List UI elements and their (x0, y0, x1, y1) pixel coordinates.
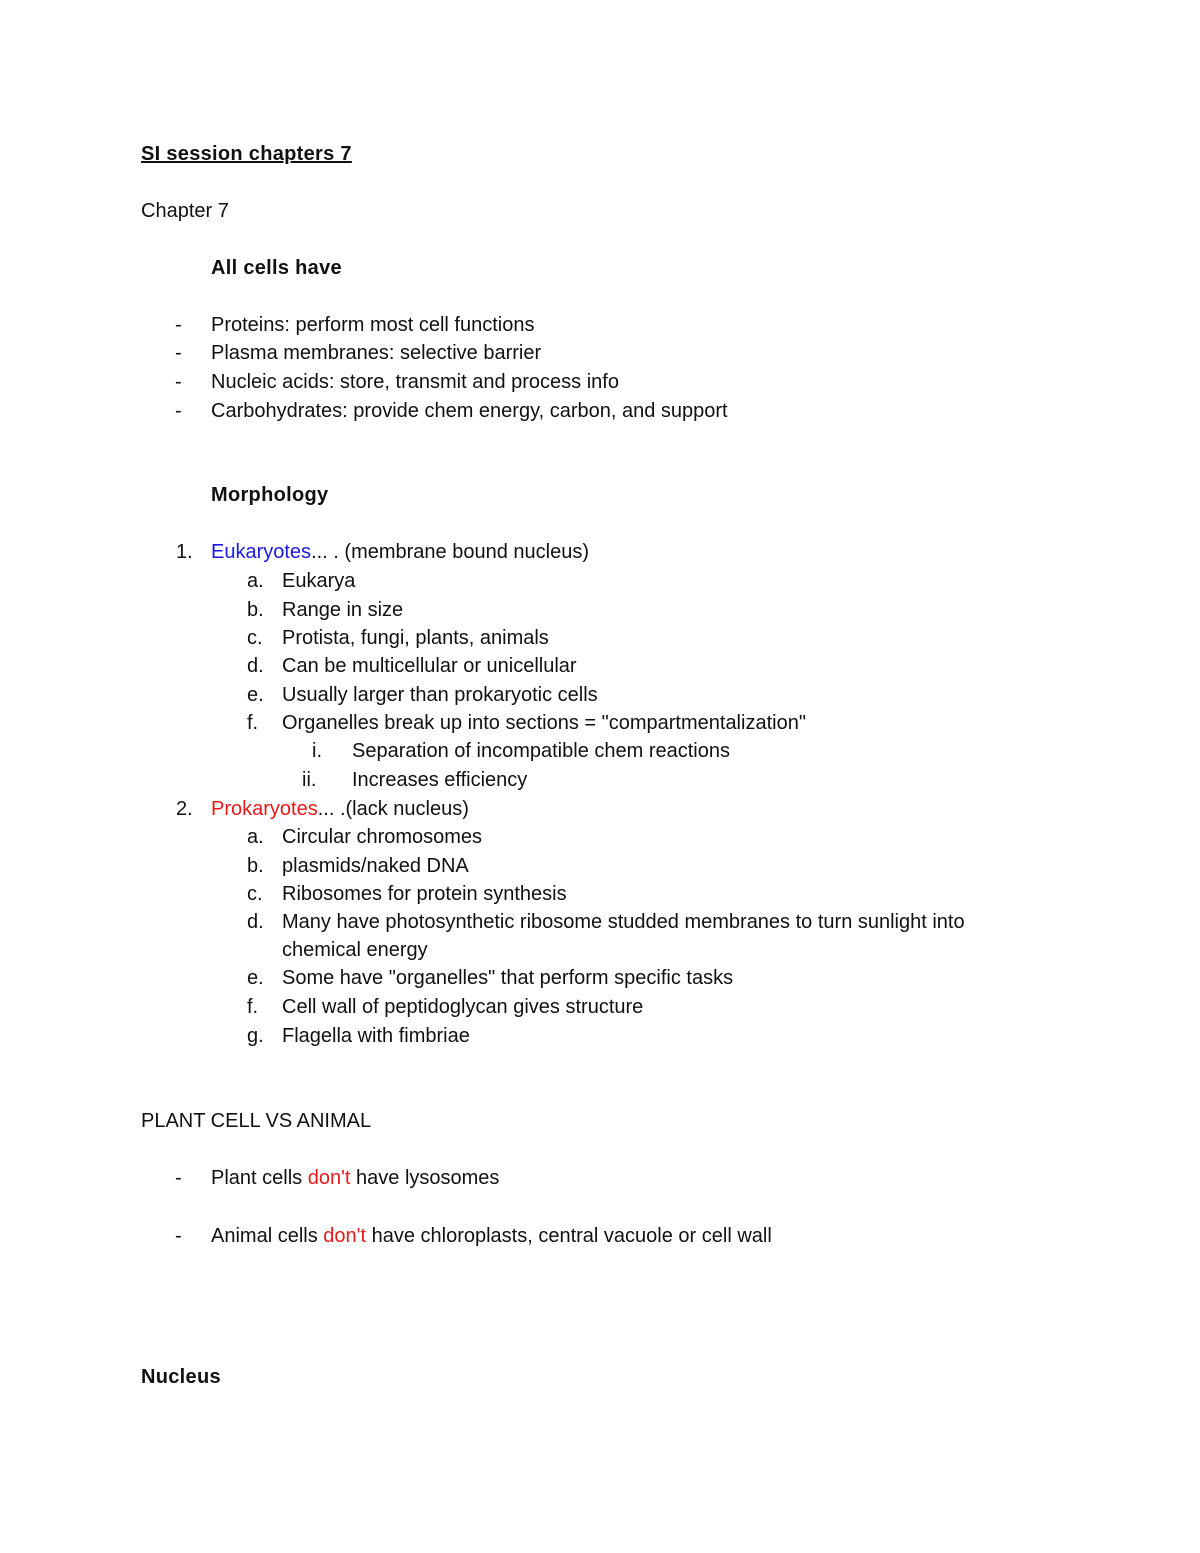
list-letter: f. (247, 996, 259, 1018)
eukaryotes-item (211, 540, 589, 564)
dash-bullet: - (175, 400, 182, 422)
list-item: Nucleic acids: store, transmit and process info (211, 371, 619, 393)
prokaryotes-desc: ... .(lack nucleus) (317, 798, 469, 820)
list-letter: b. (247, 599, 264, 621)
list-item: Range in size (282, 599, 404, 621)
list-letter: c. (247, 883, 263, 905)
list-letter: b. (247, 855, 264, 877)
list-letter: e. (247, 967, 264, 989)
list-item: Ribosomes for protein synthesis (282, 883, 567, 905)
list-item (211, 1224, 772, 1248)
list-letter: g. (247, 1025, 264, 1047)
list-item: plasmids/naked DNA (282, 855, 469, 877)
all-cells-heading: All cells have (211, 257, 342, 279)
list-letter: d. (247, 655, 264, 677)
list-item: Circular chromosomes (282, 826, 483, 848)
text-run: Plant cells (211, 1167, 308, 1189)
nucleus-heading: Nucleus (141, 1366, 221, 1388)
dash-bullet: - (175, 1225, 182, 1247)
list-item: Carbohydrates: provide chem energy, carbon, and support (211, 400, 728, 422)
list-item: Eukarya (282, 570, 356, 592)
text-run: have lysosomes (350, 1167, 500, 1189)
list-item: Some have "organelles" that perform specific tasks (282, 967, 734, 989)
list-item: Increases efficiency (352, 769, 528, 791)
document-title: SI session chapters 7 (141, 143, 352, 165)
list-item: Protista, fungi, plants, animals (282, 627, 549, 649)
list-item (211, 1166, 499, 1190)
text-run: Animal cells (211, 1225, 324, 1247)
list-roman: ii. (302, 769, 317, 791)
eukaryotes-term: Eukaryotes (211, 541, 312, 563)
list-item: Plasma membranes: selective barrier (211, 342, 542, 364)
dash-bullet: - (175, 1167, 182, 1189)
dash-bullet: - (175, 342, 182, 364)
prokaryotes-term: Prokaryotes (211, 798, 318, 820)
list-item: Many have photosynthetic ribosome studded membranes to turn sunlight into (282, 911, 965, 933)
list-item: Can be multicellular or unicellular (282, 655, 577, 677)
plant-vs-animal-heading: PLANT CELL VS ANIMAL (141, 1110, 372, 1132)
list-item: Organelles break up into sections = "compartmentalization" (282, 712, 806, 734)
list-letter: c. (247, 627, 263, 649)
morphology-heading: Morphology (211, 484, 329, 506)
list-roman: i. (312, 740, 322, 762)
list-number: 2. (176, 798, 193, 820)
text-run: have chloroplasts, central vacuole or cell wall (366, 1225, 772, 1247)
emphasis-text: don't (307, 1167, 351, 1189)
list-item: Separation of incompatible chem reactions (352, 740, 730, 762)
list-item: Proteins: perform most cell functions (211, 314, 535, 336)
list-letter: a. (247, 826, 264, 848)
dash-bullet: - (175, 371, 182, 393)
list-item: Cell wall of peptidoglycan gives structure (282, 996, 644, 1018)
dash-bullet: - (175, 314, 182, 336)
list-item-continuation: chemical energy (282, 939, 428, 961)
list-letter: f. (247, 712, 259, 734)
eukaryotes-desc: ... . (membrane bound nucleus) (311, 541, 589, 563)
emphasis-text: don't (323, 1225, 367, 1247)
list-number: 1. (176, 541, 193, 563)
list-item: Usually larger than prokaryotic cells (282, 684, 598, 706)
list-letter: a. (247, 570, 264, 592)
chapter-heading: Chapter 7 (141, 200, 229, 222)
list-item: Flagella with fimbriae (282, 1025, 470, 1047)
prokaryotes-item (211, 797, 469, 821)
list-letter: d. (247, 911, 264, 933)
list-letter: e. (247, 684, 264, 706)
